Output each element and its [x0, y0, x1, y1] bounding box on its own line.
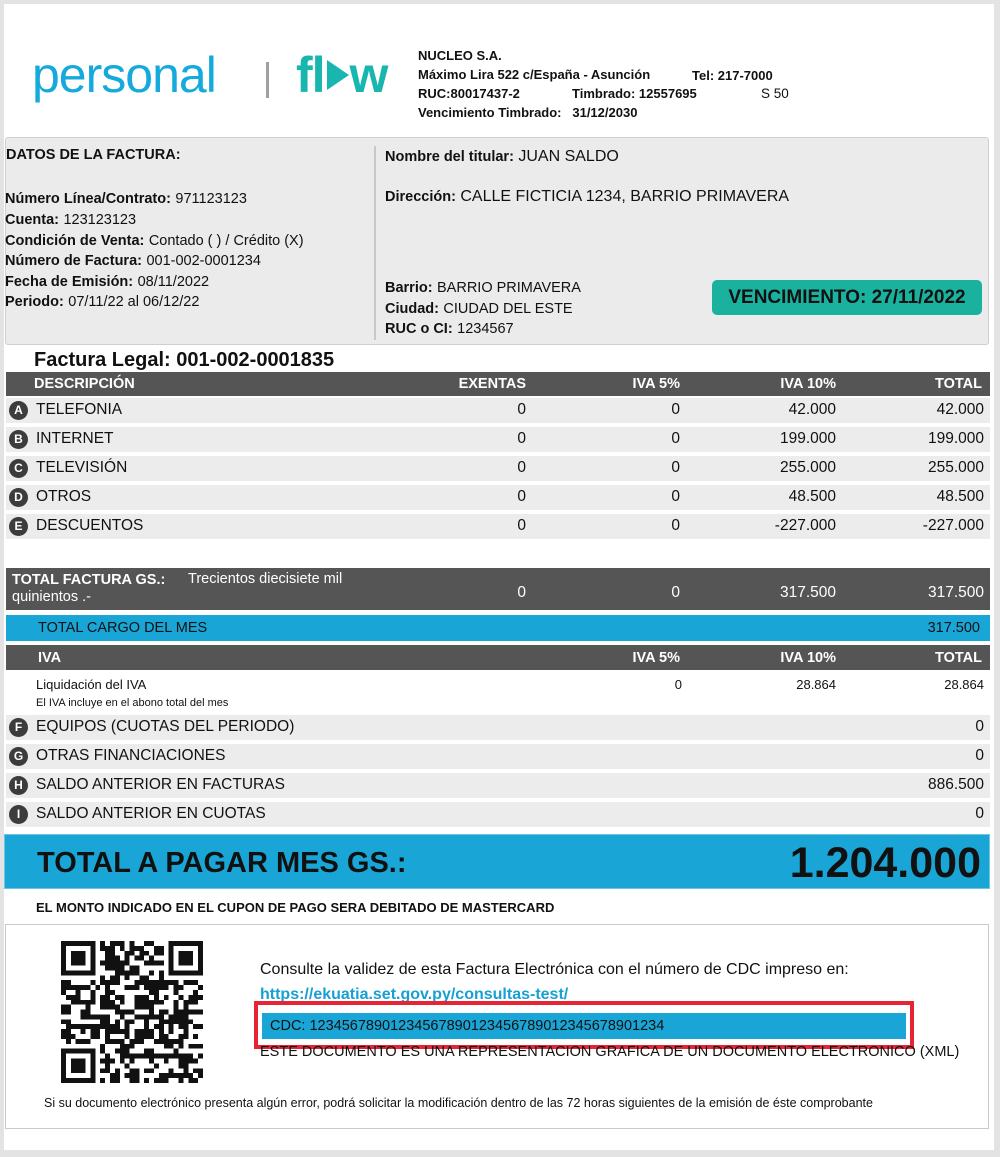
company-timbrado: Timbrado: 12557695 [572, 86, 697, 101]
datos-factura-title: DATOS DE LA FACTURA: [6, 147, 181, 163]
invoice-page [4, 4, 994, 1150]
representacion-text: ESTE DOCUMENTO ES UNA REPRESENTACION GRAFICA DE UN DOCUMENTO ELECTRONICO (XML) [260, 1044, 960, 1060]
titular-barrio-label: Barrio: [385, 280, 433, 296]
row-total: 0 [975, 805, 984, 822]
table-row [6, 485, 990, 510]
col-iva5: IVA 5% [632, 376, 680, 392]
row-desc: TELEVISIÓN [36, 459, 128, 476]
row-total: 42.000 [936, 401, 984, 418]
table-row [6, 514, 990, 539]
total-factura-exentas: 0 [517, 584, 526, 601]
col-iva10: IVA 10% [780, 376, 836, 392]
qr-code [61, 941, 203, 1083]
condicion-label: Condición de Venta: [5, 233, 145, 249]
periodo-value: 07/11/22 al 06/12/22 [68, 294, 200, 310]
row-desc: INTERNET [36, 430, 114, 447]
badge-d: D [9, 488, 28, 507]
row-iva10: 42.000 [788, 401, 836, 418]
fecha-value: 08/11/2022 [137, 274, 210, 290]
row-exentas: 0 [517, 488, 526, 505]
row-iva10: 48.500 [788, 488, 836, 505]
company-name: NUCLEO S.A. [418, 48, 502, 63]
error-note: Si su documento electrónico presenta algún error, podrá solicitar la modificación dentro de las 72 horas siguientes de la emisión de éste comprobante [44, 1096, 873, 1110]
logo-divider [266, 62, 269, 98]
row-iva10: 199.000 [779, 430, 836, 447]
consulta-link[interactable]: https://ekuatia.set.gov.py/consultas-test/ [260, 986, 569, 1003]
linea-label: Número Línea/Contrato: [5, 191, 171, 207]
row-total: 48.500 [936, 488, 984, 505]
total-cargo-label: TOTAL CARGO DEL MES [38, 620, 208, 636]
row-exentas: 0 [517, 401, 526, 418]
total-factura-row [6, 568, 990, 610]
company-tel: Tel: 217-7000 [692, 68, 773, 83]
titular-barrio-value: BARRIO PRIMAVERA [437, 280, 581, 296]
badge-f: F [9, 718, 28, 737]
col-descripcion: DESCRIPCIÓN [34, 376, 135, 392]
linea-contrato [5, 190, 247, 208]
condicion-value: Contado ( ) / Crédito (X) [148, 233, 304, 249]
badge-h: H [9, 776, 28, 795]
row-desc: OTROS [36, 488, 92, 505]
company-address: Máximo Lira 522 c/España - Asunción [418, 67, 651, 82]
total-pagar-value: 1.204.000 [789, 839, 981, 887]
total-cargo-value: 317.500 [927, 620, 980, 636]
row-exentas: 0 [517, 517, 526, 534]
flow-logo [296, 46, 387, 104]
titular-ruc-value: 1234567 [457, 321, 514, 337]
table-row [6, 744, 990, 769]
iva-col-iva10: IVA 10% [780, 650, 836, 666]
row-exentas: 0 [517, 459, 526, 476]
numero-label: Número de Factura: [5, 253, 142, 269]
total-factura-words-2: quinientos .- [12, 589, 91, 605]
cuenta [5, 211, 136, 229]
iva-header [6, 645, 990, 670]
company-ruc-label: RUC: [418, 86, 451, 101]
total-factura-iva10: 317.500 [779, 584, 836, 601]
cuenta-label: Cuenta: [5, 212, 59, 228]
titular-direccion-value: CALLE FICTICIA 1234, BARRIO PRIMAVERA [460, 188, 790, 205]
company-ruc [418, 86, 520, 101]
liquidacion-total: 28.864 [944, 677, 984, 692]
total-factura-total: 317.500 [927, 584, 984, 601]
row-total: 0 [975, 747, 984, 764]
total-factura-iva5: 0 [671, 584, 680, 601]
iva-col-total: TOTAL [935, 650, 982, 666]
titular-ruc-label: RUC o CI: [385, 321, 453, 337]
row-iva5: 0 [671, 401, 680, 418]
liquidacion-label: Liquidación del IVA [36, 677, 147, 692]
total-factura-label: TOTAL FACTURA GS.: [12, 572, 166, 588]
row-total: 255.000 [927, 459, 984, 476]
titular-ciudad [385, 300, 573, 318]
titular-barrio [385, 279, 581, 297]
titular-ruc [385, 320, 514, 338]
titular-ciudad-label: Ciudad: [385, 301, 439, 317]
table-row [6, 456, 990, 481]
periodo [5, 293, 199, 311]
liquidacion-iva5: 0 [674, 677, 682, 692]
condicion-venta [5, 232, 304, 250]
row-desc: SALDO ANTERIOR EN FACTURAS [36, 776, 285, 793]
row-desc: SALDO ANTERIOR EN CUOTAS [36, 805, 266, 822]
row-desc: TELEFONIA [36, 401, 123, 418]
row-exentas: 0 [517, 430, 526, 447]
factura-legal: Factura Legal: 001-002-0001835 [34, 349, 335, 371]
badge-i: I [9, 805, 28, 824]
row-total: 199.000 [927, 430, 984, 447]
total-pagar-label: TOTAL A PAGAR MES GS.: [37, 847, 407, 879]
play-icon [327, 60, 349, 90]
row-iva5: 0 [671, 517, 680, 534]
row-desc: DESCUENTOS [36, 517, 144, 534]
table-row [6, 802, 990, 827]
table-row [6, 715, 990, 740]
iva-note: El IVA incluye en el abono total del mes [36, 697, 229, 709]
table-row [6, 398, 990, 423]
badge-c: C [9, 459, 28, 478]
numero-factura [5, 252, 261, 270]
col-total: TOTAL [935, 376, 982, 392]
total-pagar-bar [4, 834, 990, 889]
vencimiento-timbrado-label: Vencimiento Timbrado: [418, 105, 562, 120]
fecha-label: Fecha de Emisión: [5, 274, 134, 290]
col-exentas: EXENTAS [458, 376, 526, 392]
info-box-divider [374, 146, 376, 340]
titular-nombre-value: JUAN SALDO [518, 148, 619, 165]
periodo-label: Periodo: [5, 294, 64, 310]
flow-logo-text-a: fl [296, 47, 325, 103]
titular-direccion [385, 188, 789, 206]
badge-g: G [9, 747, 28, 766]
iva-col-iva5: IVA 5% [632, 650, 680, 666]
fecha-emision [5, 273, 209, 291]
cdc-bar: CDC: 12345678901234567890123456789012345678901234 [262, 1013, 906, 1039]
table-row [6, 427, 990, 452]
company-serie: S 50 [761, 86, 789, 101]
company-ruc-value: 80017437-2 [450, 86, 520, 101]
table-row [6, 773, 990, 798]
numero-value: 001-002-0001234 [146, 253, 261, 269]
row-total: 0 [975, 718, 984, 735]
liquidacion-iva10: 28.864 [796, 677, 836, 692]
debit-notice: EL MONTO INDICADO EN EL CUPON DE PAGO SERA DEBITADO DE MASTERCARD [36, 900, 555, 915]
badge-b: B [9, 430, 28, 449]
flow-logo-text-b: w [349, 47, 388, 103]
row-iva5: 0 [671, 488, 680, 505]
titular-direccion-label: Dirección: [385, 189, 456, 205]
row-desc: EQUIPOS (CUOTAS DEL PERIODO) [36, 718, 295, 735]
iva-col-iva: IVA [38, 650, 62, 666]
row-total: -227.000 [922, 517, 984, 534]
total-factura-words-1: Trecientos diecisiete mil [188, 571, 343, 587]
personal-logo-text: personal [32, 47, 216, 103]
titular-ciudad-value: CIUDAD DEL ESTE [443, 301, 573, 317]
row-total: 886.500 [927, 776, 984, 793]
row-iva5: 0 [671, 430, 680, 447]
row-iva10: 255.000 [779, 459, 836, 476]
consulte-text: Consulte la validez de esta Factura Electrónica con el número de CDC impreso en: [260, 961, 849, 978]
row-iva10: -227.000 [774, 517, 836, 534]
linea-value: 971123123 [175, 191, 247, 207]
row-iva5: 0 [671, 459, 680, 476]
cuenta-value: 123123123 [63, 212, 137, 228]
personal-logo [32, 46, 216, 104]
badge-a: A [9, 401, 28, 420]
titular-nombre [385, 148, 619, 166]
table-header [6, 372, 990, 396]
cdc-highlight-box [254, 1001, 914, 1049]
titular-nombre-label: Nombre del titular: [385, 149, 514, 165]
row-desc: OTRAS FINANCIACIONES [36, 747, 226, 764]
vencimiento-badge: VENCIMIENTO: 27/11/2022 [712, 280, 982, 315]
badge-e: E [9, 517, 28, 536]
total-cargo-row [6, 615, 990, 641]
vencimiento-timbrado [418, 105, 637, 120]
vencimiento-timbrado-value: 31/12/2030 [572, 105, 638, 120]
